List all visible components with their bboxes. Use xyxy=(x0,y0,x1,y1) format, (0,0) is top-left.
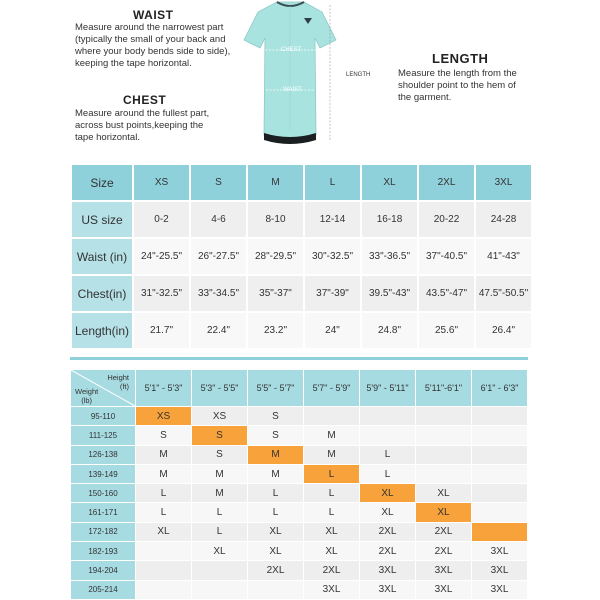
size-cell: 2XL xyxy=(416,523,471,541)
size-cell: XS xyxy=(192,407,247,425)
weight-label: 139-149 xyxy=(71,465,135,483)
length-description: Measure the length from the shoulder point to the hem of the garment. xyxy=(398,68,517,103)
recommended-size-cell: L xyxy=(304,465,359,483)
size-cell xyxy=(248,581,303,599)
height-header-cell: 5'1" - 5'3" xyxy=(136,370,191,406)
row-label: Chest(in) xyxy=(72,276,132,311)
size-cell xyxy=(472,407,527,425)
size-cell: 3XL xyxy=(472,581,527,599)
size-cell: L xyxy=(360,465,415,483)
size-cell xyxy=(472,465,527,483)
size-cell: 28"-29.5" xyxy=(248,239,303,274)
size-cell: M xyxy=(136,465,191,483)
size-cell: S xyxy=(248,426,303,444)
size-cell: 4-6 xyxy=(191,202,246,237)
size-chart-table xyxy=(70,163,533,350)
size-cell: 26"-27.5" xyxy=(191,239,246,274)
weight-label: 194-204 xyxy=(71,561,135,579)
size-cell: 3XL xyxy=(472,561,527,579)
size-cell: 33"-34.5" xyxy=(191,276,246,311)
size-cell: XL xyxy=(416,484,471,502)
weight-label: 182-193 xyxy=(71,542,135,560)
size-cell xyxy=(472,426,527,444)
weight-label: 95-110 xyxy=(71,407,135,425)
size-cell: M xyxy=(304,446,359,464)
size-cell: 2XL xyxy=(360,542,415,560)
chest-description: Measure around the fullest part, across bust points,keeping the tape horizontal. xyxy=(75,108,210,143)
size-cell: 3XL xyxy=(304,581,359,599)
size-cell: 24" xyxy=(305,313,360,348)
recommended-size-cell: XL xyxy=(416,503,471,521)
weight-row xyxy=(71,542,527,560)
size-cell: S xyxy=(248,407,303,425)
size-row-us xyxy=(72,202,531,237)
weight-row xyxy=(71,503,527,521)
size-cell: M xyxy=(304,426,359,444)
height-header-cell: 6'1" - 6'3" xyxy=(472,370,527,406)
size-cell: 3XL xyxy=(360,581,415,599)
weight-unit-label: (lb) xyxy=(81,396,93,405)
weight-label: 172-182 xyxy=(71,523,135,541)
height-unit-label: (ft) xyxy=(119,382,129,391)
size-cell: XL xyxy=(248,523,303,541)
size-cell: 3XL xyxy=(416,561,471,579)
size-cell: 0-2 xyxy=(134,202,189,237)
size-cell: 47.5"-50.5" xyxy=(476,276,531,311)
size-cell: 35"-37" xyxy=(248,276,303,311)
size-header-cell: XS xyxy=(134,165,189,200)
size-cell: 12-14 xyxy=(305,202,360,237)
size-cell: 3XL xyxy=(416,581,471,599)
size-cell: L xyxy=(192,503,247,521)
size-cell xyxy=(416,446,471,464)
size-cell xyxy=(472,503,527,521)
weight-row xyxy=(71,465,527,483)
size-cell: 21.7" xyxy=(134,313,189,348)
height-header-cell: 5'11"-6'1" xyxy=(416,370,471,406)
height-header-cell: 5'7" - 5'9" xyxy=(304,370,359,406)
size-cell: L xyxy=(360,446,415,464)
size-header-cell: M xyxy=(248,165,303,200)
size-cell: 22.4" xyxy=(191,313,246,348)
size-cell: 3XL xyxy=(472,542,527,560)
size-cell: M xyxy=(248,465,303,483)
weight-axis-label: Weight xyxy=(75,387,99,396)
size-header-cell: XL xyxy=(362,165,417,200)
weight-label: 205-214 xyxy=(71,581,135,599)
recommended-size-cell: XS xyxy=(136,407,191,425)
height-header-cell: 5'3" - 5'5" xyxy=(192,370,247,406)
size-cell: 3XL xyxy=(360,561,415,579)
size-cell xyxy=(416,465,471,483)
size-cell: 37"-39" xyxy=(305,276,360,311)
weight-label: 126-138 xyxy=(71,446,135,464)
size-cell: S xyxy=(136,426,191,444)
weight-row xyxy=(71,426,527,444)
size-cell: L xyxy=(248,484,303,502)
size-cell xyxy=(304,407,359,425)
size-cell: 25.6" xyxy=(419,313,474,348)
recommended-size-cell: XL xyxy=(360,484,415,502)
height-header-cell: 5'5" - 5'7" xyxy=(248,370,303,406)
row-label: US size xyxy=(72,202,132,237)
size-cell: 24-28 xyxy=(476,202,531,237)
size-cell: 2XL xyxy=(248,561,303,579)
size-header-row xyxy=(72,165,531,200)
weight-row xyxy=(71,446,527,464)
size-header-cell: 2XL xyxy=(419,165,474,200)
recommended-size-cell: M xyxy=(248,446,303,464)
size-cell xyxy=(136,542,191,560)
weight-row xyxy=(71,484,527,502)
weight-row xyxy=(71,581,527,599)
size-cell: 24.8" xyxy=(362,313,417,348)
size-cell: 39.5"-43" xyxy=(362,276,417,311)
chest-title: CHEST xyxy=(123,93,167,107)
size-header-cell: 3XL xyxy=(476,165,531,200)
row-label: Length(in) xyxy=(72,313,132,348)
size-cell: 30"-32.5" xyxy=(305,239,360,274)
height-axis-label: Height xyxy=(107,373,129,382)
size-cell: L xyxy=(248,503,303,521)
size-cell: L xyxy=(304,484,359,502)
height-header-cell: 5'9" - 5'11" xyxy=(360,370,415,406)
size-header-label: Size xyxy=(72,165,132,200)
waist-description: Measure around the narrowest part (typically the small of your back and where your body bends side to side), keeping the tape horizontal. xyxy=(75,22,231,69)
row-label: Waist (in) xyxy=(72,239,132,274)
diagram-waist-label: WAIST xyxy=(283,87,302,93)
size-row-chest xyxy=(72,276,531,311)
size-cell xyxy=(360,407,415,425)
size-cell xyxy=(192,561,247,579)
size-cell: XL xyxy=(136,523,191,541)
size-cell: M xyxy=(192,465,247,483)
size-cell: 41"-43" xyxy=(476,239,531,274)
weight-height-table xyxy=(70,369,528,600)
size-cell: M xyxy=(136,446,191,464)
size-cell: 8-10 xyxy=(248,202,303,237)
size-cell xyxy=(136,581,191,599)
size-cell: XL xyxy=(192,542,247,560)
table-corner xyxy=(71,370,135,406)
corner-diagonal xyxy=(71,370,135,406)
size-header-cell: S xyxy=(191,165,246,200)
size-cell: M xyxy=(192,484,247,502)
size-cell: XL xyxy=(304,542,359,560)
weight-label: 111-125 xyxy=(71,426,135,444)
size-cell: 26.4" xyxy=(476,313,531,348)
weight-row xyxy=(71,407,527,425)
size-cell: 43.5"-47" xyxy=(419,276,474,311)
size-cell: 20-22 xyxy=(419,202,474,237)
size-cell: 16-18 xyxy=(362,202,417,237)
size-header-cell: L xyxy=(305,165,360,200)
section-divider xyxy=(70,357,528,360)
size-cell xyxy=(472,484,527,502)
size-cell xyxy=(136,561,191,579)
size-cell xyxy=(416,407,471,425)
size-cell: XL xyxy=(360,503,415,521)
weight-label: 150-160 xyxy=(71,484,135,502)
length-title: LENGTH xyxy=(432,51,489,66)
size-cell: 24"-25.5" xyxy=(134,239,189,274)
weight-row xyxy=(71,561,527,579)
recommended-size-cell: S xyxy=(192,426,247,444)
size-cell: 2XL xyxy=(360,523,415,541)
size-cell xyxy=(472,446,527,464)
recommended-size-cell xyxy=(472,523,527,541)
size-cell: 2XL xyxy=(304,561,359,579)
size-cell: L xyxy=(304,503,359,521)
size-row-waist xyxy=(72,239,531,274)
size-cell: L xyxy=(192,523,247,541)
height-header-row xyxy=(71,370,527,406)
diagram-length-label: LENGTH xyxy=(346,72,371,78)
size-cell: 23.2" xyxy=(248,313,303,348)
size-cell: 2XL xyxy=(416,542,471,560)
size-cell: 37"-40.5" xyxy=(419,239,474,274)
size-cell: 33"-36.5" xyxy=(362,239,417,274)
size-cell: L xyxy=(136,484,191,502)
size-cell xyxy=(416,426,471,444)
weight-label: 161-171 xyxy=(71,503,135,521)
diagram-chest-label: CHEST xyxy=(281,47,302,53)
size-cell: 31"-32.5" xyxy=(134,276,189,311)
jersey-illustration xyxy=(240,0,340,150)
size-cell: S xyxy=(192,446,247,464)
size-cell: L xyxy=(136,503,191,521)
weight-row xyxy=(71,523,527,541)
size-cell xyxy=(360,426,415,444)
size-cell: XL xyxy=(248,542,303,560)
waist-title: WAIST xyxy=(133,8,174,22)
size-cell xyxy=(192,581,247,599)
size-row-length xyxy=(72,313,531,348)
size-cell: XL xyxy=(304,523,359,541)
